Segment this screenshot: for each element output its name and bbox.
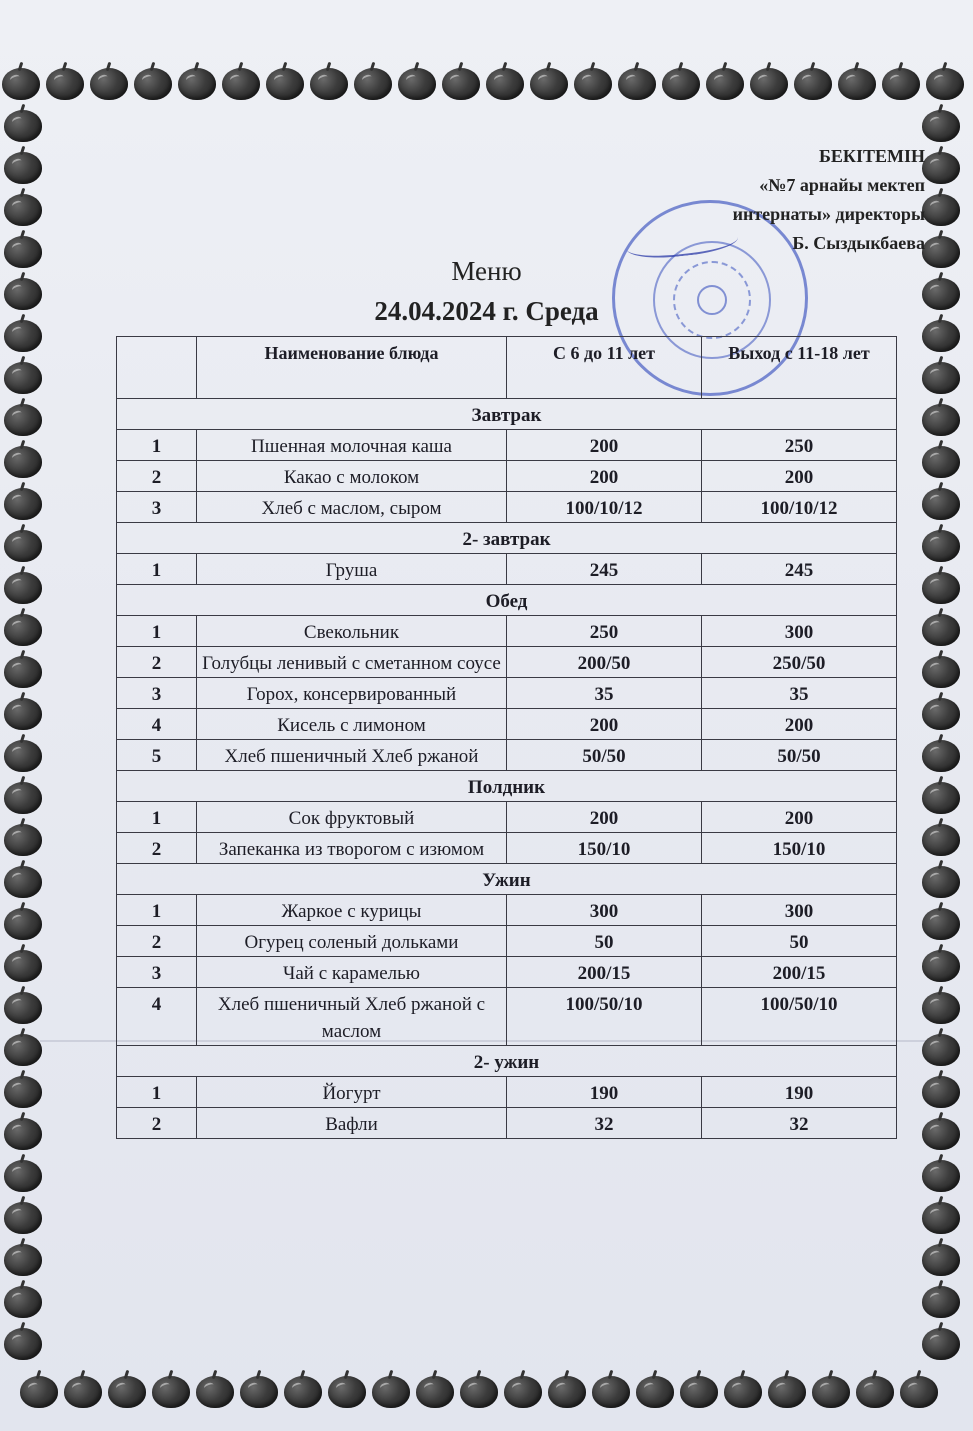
table-row (117, 647, 897, 678)
apple-icon (4, 1286, 42, 1318)
header-num (117, 337, 197, 399)
portion-6-11: 250 (507, 616, 702, 647)
table-row (117, 833, 897, 864)
dish-name: Пшенная молочная каша (197, 430, 507, 461)
dish-name: Голубцы ленивый с сметанном соусе (197, 647, 507, 678)
portion-11-18: 250 (702, 430, 897, 461)
apple-icon (574, 68, 612, 100)
apple-icon (4, 1076, 42, 1108)
apple-icon (442, 68, 480, 100)
portion-6-11: 32 (507, 1108, 702, 1139)
apple-icon (4, 1202, 42, 1234)
portion-11-18: 250/50 (702, 647, 897, 678)
apple-icon (922, 488, 960, 520)
apple-icon (4, 110, 42, 142)
row-number: 1 (117, 895, 197, 926)
table-row (117, 554, 897, 585)
portion-11-18: 200/15 (702, 957, 897, 988)
apple-icon (4, 488, 42, 520)
apple-icon (4, 152, 42, 184)
apple-icon (4, 572, 42, 604)
apple-icon (922, 740, 960, 772)
apple-icon (4, 824, 42, 856)
row-number: 4 (117, 709, 197, 740)
dish-name: Чай с карамелью (197, 957, 507, 988)
dish-name: Йогурт (197, 1077, 507, 1108)
row-number: 3 (117, 957, 197, 988)
apple-icon (922, 614, 960, 646)
apple-icon (926, 68, 964, 100)
apple-icon (922, 782, 960, 814)
portion-6-11: 50/50 (507, 740, 702, 771)
apple-icon (922, 698, 960, 730)
apple-icon (548, 1376, 586, 1408)
apple-icon (922, 1244, 960, 1276)
header-age-11-18: Выход с 11-18 лет (702, 337, 897, 399)
apple-icon (460, 1376, 498, 1408)
dish-name: Горох, консервированный (197, 678, 507, 709)
row-number: 1 (117, 802, 197, 833)
apple-icon (4, 866, 42, 898)
table-row (117, 926, 897, 957)
apple-icon (922, 152, 960, 184)
section-title: Ужин (117, 864, 897, 895)
row-number: 1 (117, 554, 197, 585)
apple-icon (706, 68, 744, 100)
apple-icon (2, 68, 40, 100)
portion-11-18: 32 (702, 1108, 897, 1139)
dish-name: Груша (197, 554, 507, 585)
apple-icon (4, 950, 42, 982)
row-number: 1 (117, 616, 197, 647)
section-title: Полдник (117, 771, 897, 802)
apple-icon (750, 68, 788, 100)
apple-icon (724, 1376, 762, 1408)
row-number: 5 (117, 740, 197, 771)
portion-11-18: 100/50/10 (702, 988, 897, 1046)
apple-icon (4, 1160, 42, 1192)
approval-line: «№7 арнайы мектеп (759, 175, 925, 195)
apple-icon (922, 530, 960, 562)
header-row (117, 337, 897, 399)
table-row (117, 740, 897, 771)
table-row (117, 492, 897, 523)
apple-icon (134, 68, 172, 100)
portion-6-11: 200 (507, 430, 702, 461)
table-row (117, 895, 897, 926)
table-row (117, 430, 897, 461)
section-row (117, 523, 897, 554)
dish-name: Свекольник (197, 616, 507, 647)
apple-icon (922, 194, 960, 226)
apple-icon (794, 68, 832, 100)
table-row (117, 957, 897, 988)
section-title: Завтрак (117, 399, 897, 430)
apple-icon (4, 782, 42, 814)
apple-icon (90, 68, 128, 100)
portion-6-11: 100/50/10 (507, 988, 702, 1046)
apple-icon (922, 824, 960, 856)
dish-name: Хлеб пшеничный Хлеб ржаной (197, 740, 507, 771)
apple-icon (354, 68, 392, 100)
apple-icon (922, 1118, 960, 1150)
apple-icon (922, 1160, 960, 1192)
apple-icon (4, 1244, 42, 1276)
apple-icon (922, 1076, 960, 1108)
dish-name: Кисель с лимоном (197, 709, 507, 740)
table-row (117, 616, 897, 647)
apple-icon (922, 1328, 960, 1360)
apple-icon (4, 908, 42, 940)
apple-icon (922, 656, 960, 688)
apple-icon (680, 1376, 718, 1408)
dish-name: Хлеб пшеничный Хлеб ржаной с маслом (197, 988, 507, 1046)
dish-name: Какао с молоком (197, 461, 507, 492)
row-number: 2 (117, 461, 197, 492)
section-row (117, 1046, 897, 1077)
apple-icon (4, 698, 42, 730)
dish-name: Жаркое с курицы (197, 895, 507, 926)
table-row (117, 461, 897, 492)
portion-6-11: 245 (507, 554, 702, 585)
portion-6-11: 190 (507, 1077, 702, 1108)
portion-11-18: 150/10 (702, 833, 897, 864)
apple-icon (4, 446, 42, 478)
portion-6-11: 200 (507, 802, 702, 833)
row-number: 2 (117, 833, 197, 864)
apple-icon (838, 68, 876, 100)
apple-icon (4, 656, 42, 688)
menu-body (117, 399, 897, 1139)
apple-icon (882, 68, 920, 100)
apple-icon (178, 68, 216, 100)
row-number: 1 (117, 1077, 197, 1108)
row-number: 2 (117, 1108, 197, 1139)
apple-icon (4, 1034, 42, 1066)
table-row (117, 988, 897, 1046)
row-number: 3 (117, 492, 197, 523)
apple-icon (4, 614, 42, 646)
apple-icon (64, 1376, 102, 1408)
apple-icon (4, 1328, 42, 1360)
portion-11-18: 100/10/12 (702, 492, 897, 523)
apple-icon (4, 404, 42, 436)
portion-6-11: 50 (507, 926, 702, 957)
portion-11-18: 200 (702, 802, 897, 833)
approval-line: интернаты» директоры (732, 204, 925, 224)
apple-icon (4, 530, 42, 562)
apple-icon (4, 194, 42, 226)
portion-11-18: 300 (702, 616, 897, 647)
apple-icon (152, 1376, 190, 1408)
dish-name: Сок фруктовый (197, 802, 507, 833)
portion-11-18: 200 (702, 709, 897, 740)
dish-name: Огурец соленый дольками (197, 926, 507, 957)
apple-icon (416, 1376, 454, 1408)
portion-6-11: 200/15 (507, 957, 702, 988)
section-row (117, 771, 897, 802)
apple-icon (266, 68, 304, 100)
apple-icon (196, 1376, 234, 1408)
portion-6-11: 200/50 (507, 647, 702, 678)
portion-11-18: 35 (702, 678, 897, 709)
portion-6-11: 100/10/12 (507, 492, 702, 523)
apple-icon (662, 68, 700, 100)
apple-icon (4, 740, 42, 772)
apple-icon (240, 1376, 278, 1408)
apple-icon (4, 992, 42, 1024)
apple-icon (310, 68, 348, 100)
apple-icon (900, 1376, 938, 1408)
portion-6-11: 150/10 (507, 833, 702, 864)
dish-name: Запеканка из творогом с изюмом (197, 833, 507, 864)
apple-icon (4, 362, 42, 394)
row-number: 4 (117, 988, 197, 1046)
apple-icon (922, 866, 960, 898)
apple-icon (20, 1376, 58, 1408)
table-row (117, 709, 897, 740)
section-title: 2- ужин (117, 1046, 897, 1077)
apple-icon (922, 446, 960, 478)
apple-icon (922, 1202, 960, 1234)
section-title: 2- завтрак (117, 523, 897, 554)
portion-11-18: 50/50 (702, 740, 897, 771)
approval-line: Б. Сыздыкбаева (792, 233, 925, 253)
apple-icon (284, 1376, 322, 1408)
apple-icon (618, 68, 656, 100)
apple-icon (46, 68, 84, 100)
apple-icon (922, 404, 960, 436)
apple-icon (4, 1118, 42, 1150)
apple-icon (922, 950, 960, 982)
section-title: Обед (117, 585, 897, 616)
apple-icon (530, 68, 568, 100)
portion-6-11: 200 (507, 461, 702, 492)
portion-11-18: 190 (702, 1077, 897, 1108)
apple-icon (592, 1376, 630, 1408)
apple-icon (636, 1376, 674, 1408)
apple-icon (222, 68, 260, 100)
menu-table (116, 336, 897, 1139)
row-number: 2 (117, 926, 197, 957)
section-row (117, 399, 897, 430)
header-dish: Наименование блюда (197, 337, 507, 399)
header-age-6-11: С 6 до 11 лет (507, 337, 702, 399)
apple-icon (922, 908, 960, 940)
apple-icon (108, 1376, 146, 1408)
row-number: 3 (117, 678, 197, 709)
apple-icon (922, 362, 960, 394)
apple-icon (398, 68, 436, 100)
date-line: 24.04.2024 г. Среда (374, 296, 599, 326)
apple-icon (768, 1376, 806, 1408)
portion-11-18: 300 (702, 895, 897, 926)
table-row (117, 678, 897, 709)
apple-icon (812, 1376, 850, 1408)
portion-6-11: 35 (507, 678, 702, 709)
portion-11-18: 245 (702, 554, 897, 585)
portion-11-18: 50 (702, 926, 897, 957)
approval-line: БЕКІТЕМІН (819, 146, 925, 166)
section-row (117, 585, 897, 616)
portion-6-11: 300 (507, 895, 702, 926)
table-row (117, 802, 897, 833)
dish-name: Хлеб с маслом, сыром (197, 492, 507, 523)
apple-icon (372, 1376, 410, 1408)
apple-icon (856, 1376, 894, 1408)
portion-11-18: 200 (702, 461, 897, 492)
table-row (117, 1077, 897, 1108)
apple-icon (922, 1286, 960, 1318)
apple-icon (922, 110, 960, 142)
row-number: 2 (117, 647, 197, 678)
apple-icon (504, 1376, 542, 1408)
apple-icon (922, 1034, 960, 1066)
page-title: Меню (451, 256, 522, 286)
apple-icon (922, 992, 960, 1024)
apple-icon (328, 1376, 366, 1408)
apple-icon (486, 68, 524, 100)
table-row (117, 1108, 897, 1139)
approval-block (733, 142, 925, 258)
portion-6-11: 200 (507, 709, 702, 740)
apple-icon (922, 572, 960, 604)
row-number: 1 (117, 430, 197, 461)
section-row (117, 864, 897, 895)
dish-name: Вафли (197, 1108, 507, 1139)
